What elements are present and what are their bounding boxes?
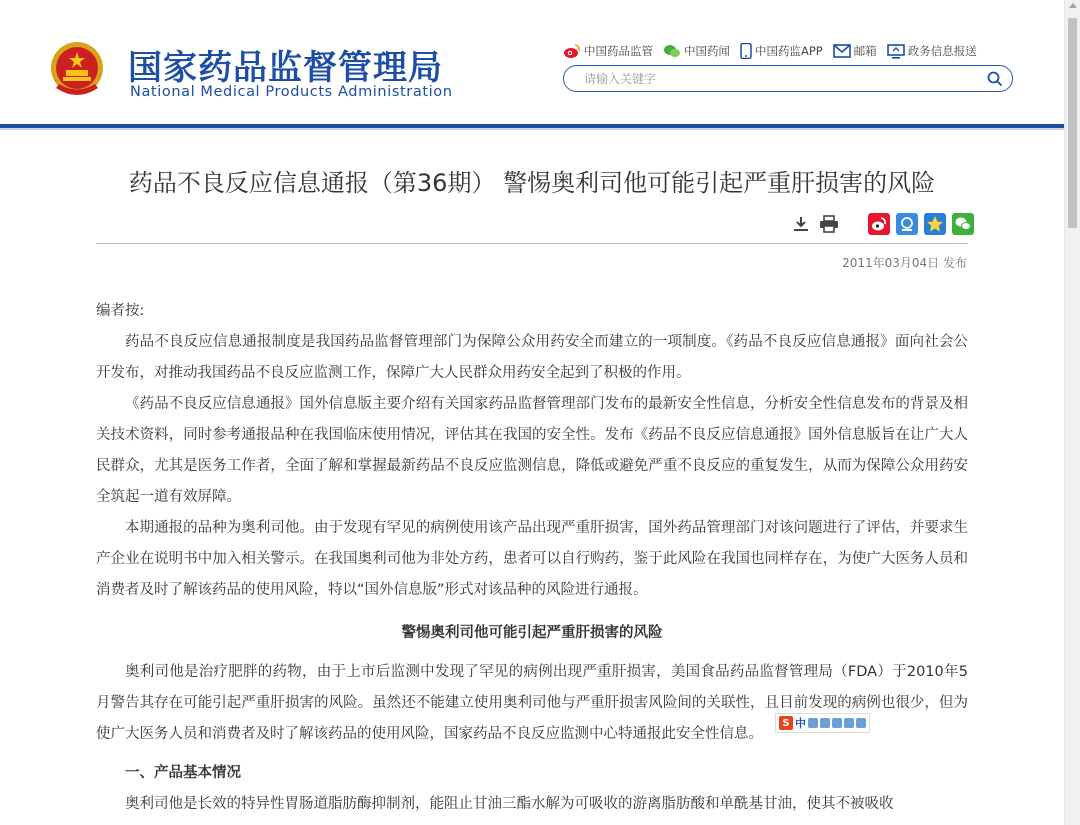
ime-logo-icon[interactable]: S: [779, 716, 793, 730]
print-button[interactable]: [818, 213, 840, 235]
site-logo-text[interactable]: 国家药品监督管理局: [128, 48, 443, 88]
scroll-thumb[interactable]: [1068, 18, 1077, 228]
search-icon: [986, 70, 1004, 88]
download-icon: [792, 215, 810, 233]
article-paragraph: 药品不良反应信息通报制度是我国药品监督管理部门为保障公众用药安全而建立的一项制度。《药品不良反应信息通报》面向社会公开发布，对推动我国药品不良反应监测工作，保障广大人民群众用药安全起到了积极的作用。: [96, 334, 968, 381]
section-heading: 一、产品基本情况: [125, 765, 241, 781]
wechat-share-icon: [952, 213, 974, 235]
share-wechat-button[interactable]: [952, 213, 974, 235]
star-icon: [924, 213, 946, 235]
toplink-label: 中国药品监管: [584, 44, 653, 58]
monitor-icon: [887, 44, 905, 59]
weibo-icon: [563, 43, 581, 59]
page-scrollbar[interactable]: [1064, 0, 1080, 825]
qzone-share-icon: [896, 213, 918, 235]
ime-tools-icon[interactable]: [856, 718, 866, 728]
search-button[interactable]: [986, 70, 1004, 88]
printer-icon: [819, 215, 839, 233]
section-title: 警惕奥利司他可能引起严重肝损害的风险: [401, 625, 663, 641]
toplink-report[interactable]: [887, 43, 977, 59]
share-weibo-button[interactable]: [868, 213, 890, 235]
article-tools: [790, 213, 974, 235]
mail-icon: [833, 44, 851, 58]
ime-toolbar[interactable]: [775, 713, 870, 733]
article-paragraph: 奥利司他是长效的特异性胃肠道脂肪酶抑制剂，能阻止甘油三酯水解为可吸收的游离脂肪酸和单酰基甘油，使其不被吸收: [125, 796, 894, 812]
share-favorite-button[interactable]: [924, 213, 946, 235]
top-links: [563, 43, 977, 59]
toplink-label: 中国药监APP: [755, 44, 823, 58]
editor-note: 编者按:: [96, 303, 145, 319]
ime-keyboard-icon[interactable]: [832, 718, 842, 728]
search-box: [563, 65, 1013, 92]
mobile-icon: [740, 43, 752, 59]
ime-punct-icon[interactable]: [820, 718, 830, 728]
toplink-label: 邮箱: [853, 44, 877, 58]
national-emblem-icon: [48, 40, 106, 102]
header-divider-light: [0, 128, 1064, 130]
download-button[interactable]: [790, 213, 812, 235]
site-header: [0, 0, 1064, 125]
toplink-wechat[interactable]: [663, 43, 730, 59]
article-paragraph: 奥利司他是治疗肥胖的药物，由于上市后监测中发现了罕见的病例出现严重肝损害，美国食品药品监督管理局（FDA）于2010年5月警告其存在可能引起严重肝损害的风险。虽然还不能建立使用奥利司他与严重肝损害风险间的关联性，且目前发现的病例也很少，但为使广大医务人员和消费者及时了解该药品的使用风险，国家药品不良反应监测中心特通报此安全性信息。: [96, 664, 968, 742]
search-input[interactable]: [584, 69, 964, 88]
toplink-label: 政务信息报送: [907, 44, 977, 58]
toplink-mail[interactable]: [833, 43, 877, 59]
toplink-weibo[interactable]: [563, 43, 653, 59]
toplink-label: 中国药闻: [684, 44, 730, 58]
article-body: [96, 296, 968, 820]
article-paragraph: 《药品不良反应信息通报》国外信息版主要介绍有关国家药品监督管理部门发布的最新安全性信息，分析安全性信息发布的背景及相关技术资料，同时参考通报品种在我国临床使用情况，评估其在我国的安全性。发布《药品不良反应信息通报》国外信息版旨在让广大人民群众，尤其是医务工作者，全面了解和掌握最新药品不良反应监测信息，降低或避免严重不良反应的重复发生，从而为保障公众用药安全筑起一道有效屏障。: [96, 396, 968, 505]
scroll-up-arrow-icon[interactable]: [1069, 3, 1077, 8]
ime-user-icon[interactable]: [844, 718, 854, 728]
wechat-icon: [663, 43, 681, 59]
site-logo-english[interactable]: National Medical Products Administration: [130, 84, 453, 100]
share-qzone-button[interactable]: [896, 213, 918, 235]
article-paragraph: 本期通报的品种为奥利司他。由于发现有罕见的病例使用该产品出现严重肝损害，国外药品管理部门对该问题进行了评估，并要求生产企业在说明书中加入相关警示。在我国奥利司他为非处方药，患者可以自行购药，鉴于此风险在我国也同样存在，为使广大医务人员和消费者及时了解该药品的使用风险，特以“国外信息版”形式对该品种的风险进行通报。: [96, 520, 968, 598]
publish-date: 2011年03月04日 发布: [842, 256, 967, 270]
ime-mode[interactable]: 中: [795, 717, 806, 730]
weibo-share-icon: [868, 213, 890, 235]
title-divider: [96, 243, 968, 244]
ime-moon-icon[interactable]: [808, 718, 818, 728]
toplink-app[interactable]: [740, 43, 823, 59]
article-title: 药品不良反应信息通报（第36期） 警惕奥利司他可能引起严重肝损害的风险: [128, 169, 936, 197]
